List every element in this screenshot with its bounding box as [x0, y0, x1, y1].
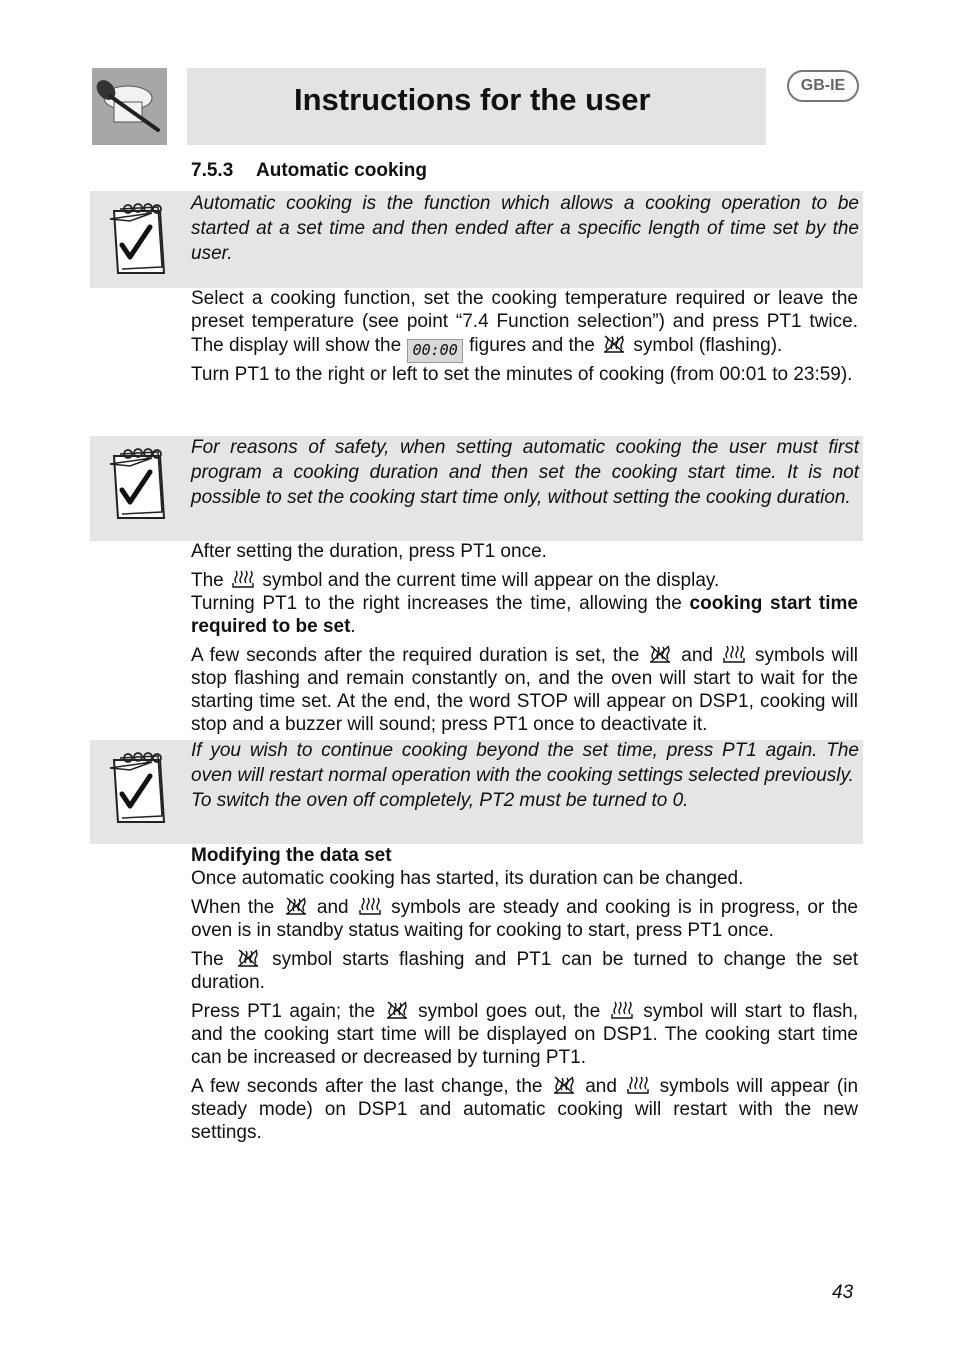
text-run: Press PT1 again; the	[191, 1001, 376, 1022]
cooking-duration-icon	[552, 1074, 576, 1096]
subheading	[191, 844, 858, 867]
text-run: When the	[191, 897, 275, 918]
body-block	[191, 844, 858, 1144]
page-title: Instructions for the user	[294, 82, 651, 117]
paragraph: After setting the duration, press PT1 once.	[191, 541, 547, 562]
text-run: figures and the	[469, 335, 595, 356]
note-paragraph: Automatic cooking is the function which allows a cooking operation to be started at a set time and then ended after a specific length of time set by the user.	[191, 193, 859, 264]
cooking-duration-icon	[236, 947, 260, 969]
text-run: Turning PT1 to the right increases the time, allowing the	[191, 593, 682, 614]
cooking-start-icon	[231, 568, 255, 590]
text-run: .	[350, 616, 356, 637]
text-run: symbol goes out, the	[418, 1001, 601, 1022]
note-icon-cell	[90, 740, 184, 844]
note-paragraph: For reasons of safety, when setting automatic cooking the user must first program a cooking duration and then set the cooking start time. It is not possible to set the cooking start time only, without setting the cooking duration.	[191, 437, 859, 508]
note-box	[90, 436, 863, 541]
header-bar	[187, 68, 766, 145]
emphasis-text: cooking start time required to be set	[191, 593, 858, 637]
note-text	[191, 738, 859, 813]
note-box	[90, 191, 863, 288]
cooking-duration-icon	[385, 999, 409, 1021]
cooking-start-icon	[358, 895, 382, 917]
text-run: symbols will stop flashing and remain constantly on, and the oven will start to wait for the starting time set. At the end, the word STOP will appear on DSP1, cooking will stop and a buzzer will sound; press PT1 once to deactivate it.	[191, 645, 859, 735]
text-run: symbols will appear (in steady mode) on DSP1 and automatic cooking will restart with the new settings.	[191, 1076, 859, 1143]
text-run: and	[316, 897, 349, 918]
text-run: A few seconds after the last change, the	[191, 1076, 543, 1097]
text-run: symbol (flashing).	[633, 335, 783, 356]
display-figures: 00:00	[407, 339, 463, 363]
text-run: symbol will start to flash, and the cooking start time will be displayed on DSP1. The cooking start time can be increased or decreased by turning PT1.	[191, 1001, 859, 1068]
paragraph	[191, 999, 858, 1069]
paragraph	[191, 947, 858, 994]
cooking-duration-icon	[284, 895, 308, 917]
cooking-duration-icon	[648, 643, 672, 665]
note-paragraph: To switch the oven off completely, PT2 must be turned to 0.	[191, 790, 689, 811]
cooking-start-icon	[722, 643, 746, 665]
cooking-start-icon	[610, 999, 634, 1021]
notepad-check-icon	[100, 442, 174, 522]
body-block	[191, 540, 858, 736]
note-icon-cell	[90, 191, 184, 288]
cooking-duration-icon	[602, 333, 626, 355]
body-block	[191, 287, 858, 386]
notepad-check-icon	[100, 197, 174, 277]
paragraph	[191, 592, 858, 638]
paragraph	[191, 568, 858, 592]
note-icon-cell	[90, 436, 184, 541]
text-run: and	[585, 1076, 617, 1097]
text-run: symbol starts flashing and PT1 can be turned to change the set duration.	[191, 949, 858, 993]
text-run: A few seconds after the required duration is set, the	[191, 645, 640, 666]
text-run: The	[191, 949, 224, 970]
language-badge: GB-IE	[787, 70, 859, 102]
section-heading	[191, 160, 427, 182]
notepad-check-icon	[100, 746, 174, 826]
section-number: 7.5.3	[191, 160, 234, 181]
note-paragraph: If you wish to continue cooking beyond the set time, press PT1 again. The oven will restart normal operation with the cooking settings selected previously.	[191, 740, 859, 786]
paragraph: Once automatic cooking has started, its duration can be changed.	[191, 868, 744, 889]
logo	[92, 68, 167, 145]
chef-hat-spoon-icon	[92, 68, 167, 145]
subheading-text: Modifying the data set	[191, 845, 392, 866]
paragraph	[191, 287, 858, 363]
text-run: Select a cooking function, set the cooking temperature required or leave the preset temperature (see point “7.4 Function selection”) and press PT1 twice. The display will show the	[191, 288, 858, 356]
note-text	[191, 191, 859, 266]
note-box	[90, 740, 863, 844]
paragraph	[191, 895, 858, 942]
paragraph	[191, 643, 858, 736]
section-title: Automatic cooking	[256, 160, 428, 181]
text-run: The	[191, 570, 224, 591]
page-number: 43	[832, 1282, 854, 1303]
paragraph: Turn PT1 to the right or left to set the minutes of cooking (from 00:01 to 23:59).	[191, 364, 853, 385]
text-run: symbol and the current time will appear on the display.	[262, 570, 720, 591]
paragraph	[191, 1074, 858, 1144]
note-text	[191, 435, 859, 510]
text-run: symbols are steady and cooking is in progress, or the oven is in standby status waiting for cooking to start, press PT1 once.	[191, 897, 858, 941]
text-run: and	[681, 645, 713, 666]
cooking-start-icon	[626, 1074, 650, 1096]
